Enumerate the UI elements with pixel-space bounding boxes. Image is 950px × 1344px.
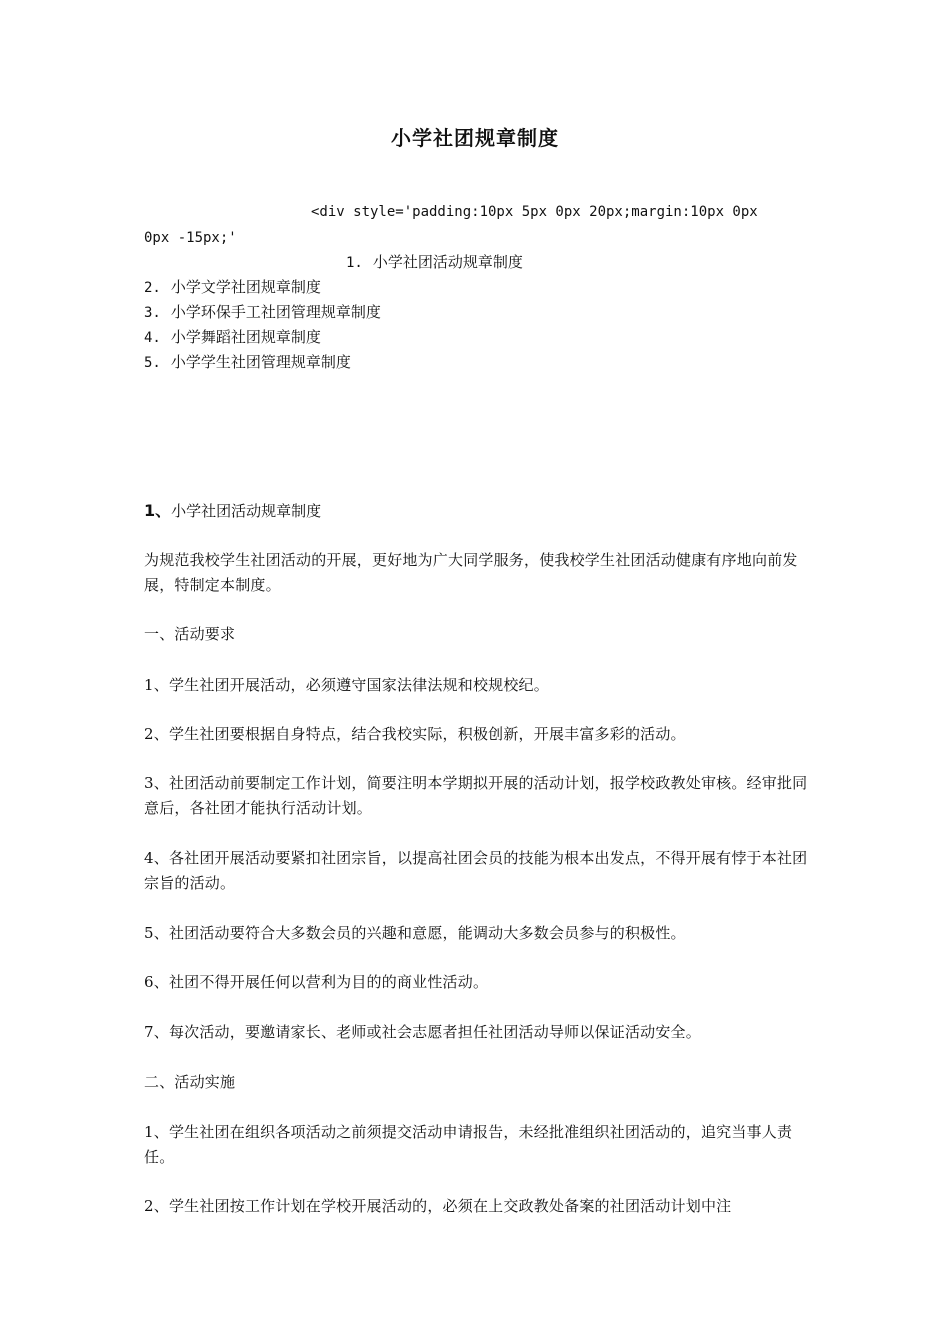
toc-text: 小学文学社团规章制度 <box>170 278 321 296</box>
paragraph: 2、学生社团要根据自身特点，结合我校实际，积极创新，开展丰富多彩的活动。 <box>144 725 686 743</box>
section-number: 1、 <box>144 501 172 520</box>
toc-text: 小学学生社团管理规章制度 <box>170 353 351 371</box>
toc-item[interactable] <box>144 325 321 350</box>
paragraph: 4、各社团开展活动要紧扣社团宗旨，以提高社团会员的技能为根本出发点，不得开展有悖于本社团宗旨的活动。 <box>144 849 808 892</box>
code-line: <div style='padding:10px 5px 0px 20px;margin:10px 0px <box>311 204 758 220</box>
paragraph: 二、活动实施 <box>144 1073 236 1091</box>
paragraph: 6、社团不得开展任何以营利为目的的商业性活动。 <box>144 973 489 991</box>
toc-number: 5. <box>144 355 161 371</box>
paragraph: 一、活动要求 <box>144 625 236 643</box>
toc-text: 小学环保手工社团管理规章制度 <box>170 303 381 321</box>
paragraph: 1、学生社团开展活动，必须遵守国家法律法规和校规校纪。 <box>144 676 549 694</box>
toc-item[interactable] <box>144 350 351 375</box>
toc-number: 4. <box>144 330 161 346</box>
paragraph: 7、每次活动，要邀请家长、老师或社会志愿者担任社团活动导师以保证活动安全。 <box>144 1023 701 1041</box>
toc-item[interactable] <box>144 300 381 325</box>
toc-text: 小学舞蹈社团规章制度 <box>170 328 321 346</box>
paragraph: 1、学生社团在组织各项活动之前须提交活动申请报告，未经批准组织社团活动的，追究当事人责任。 <box>144 1123 793 1166</box>
paragraph: 3、社团活动前要制定工作计划，简要注明本学期拟开展的活动计划，报学校政教处审核。经审批同意后，各社团才能执行活动计划。 <box>144 774 808 817</box>
toc-item[interactable] <box>144 275 321 300</box>
toc-number: 3. <box>144 305 161 321</box>
code-line: 0px -15px;' <box>144 230 237 246</box>
paragraph: 2、学生社团按工作计划在学校开展活动的，必须在上交政教处备案的社团活动计划中注 <box>144 1197 732 1215</box>
section-heading <box>144 499 321 523</box>
section-title: 小学社团活动规章制度 <box>171 502 322 520</box>
paragraph: 5、社团活动要符合大多数会员的兴趣和意愿，能调动大多数会员参与的积极性。 <box>144 924 686 942</box>
document-title: 小学社团规章制度 <box>391 126 559 150</box>
toc-number: 1. <box>346 255 363 271</box>
toc-item[interactable] <box>346 250 523 275</box>
paragraph: 为规范我校学生社团活动的开展，更好地为广大同学服务，使我校学生社团活动健康有序地向前发展，特制定本制度。 <box>144 551 798 594</box>
toc-number: 2. <box>144 280 161 296</box>
toc-text: 小学社团活动规章制度 <box>372 253 523 271</box>
